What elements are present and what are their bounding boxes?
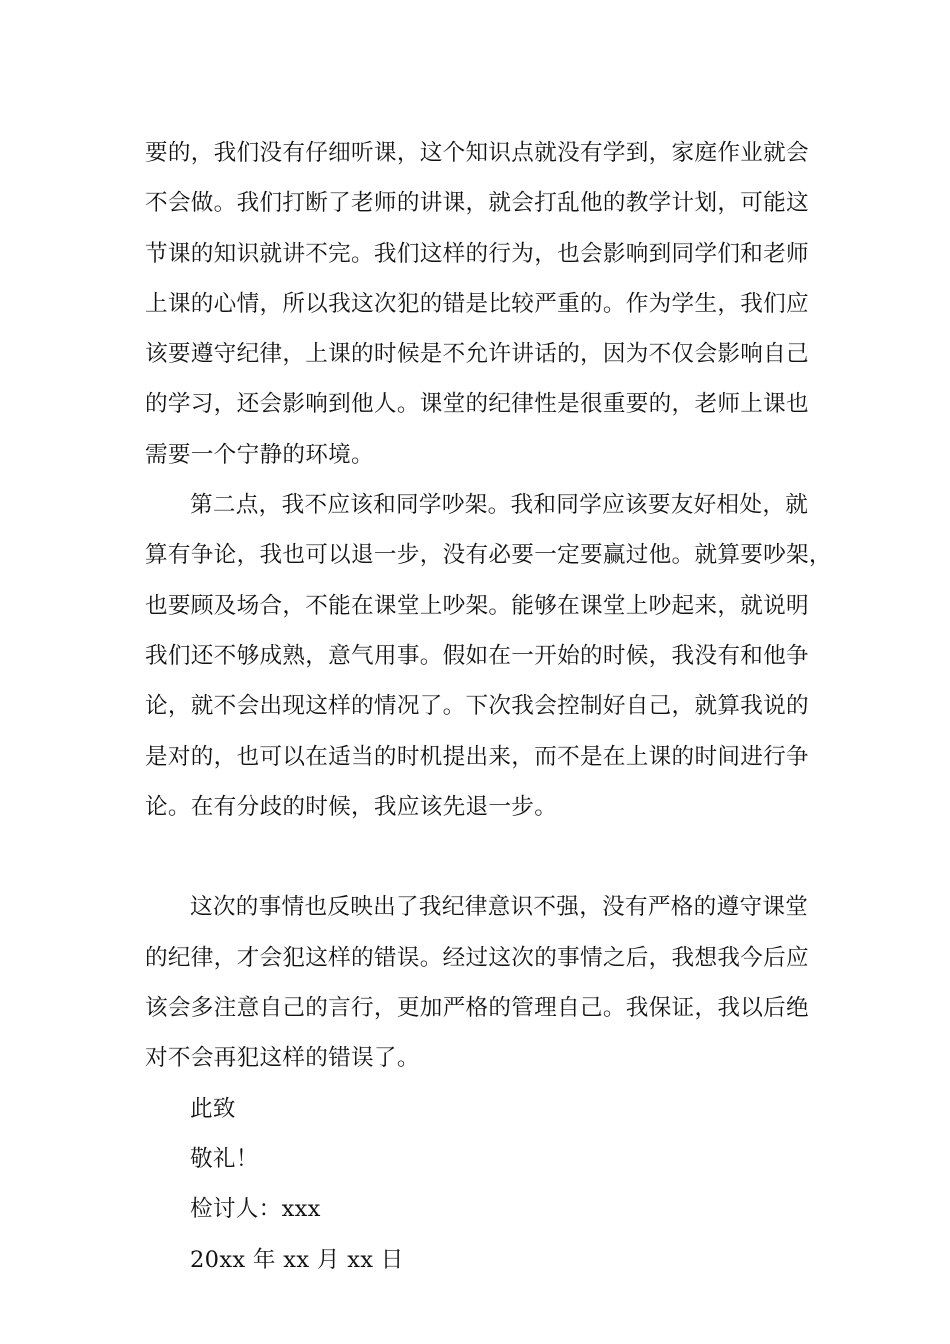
paragraph-2 — [145, 480, 832, 882]
text-line: 该要遵守纪律，上课的时候是不允许讲话的，因为不仅会影响自己 — [145, 341, 809, 368]
text-line: 要的，我们没有仔细听课，这个知识点就没有学到，家庭作业就会 — [145, 140, 809, 166]
text-line: 论。在有分歧的时候，我应该先退一步。 — [145, 793, 558, 820]
text-line: 需要一个宁静的环境。 — [145, 441, 374, 468]
salutation-line-2: 敬礼！ — [190, 1145, 259, 1172]
text-line: 的学习，还会影响到他人。课堂的纪律性是很重要的，老师上课也 — [145, 391, 809, 418]
text-line: 的纪律，才会犯这样的错误。经过这次的事情之后，我想我今后应 — [145, 944, 809, 971]
text-line: 上课的心情，所以我这次犯的错是比较严重的。作为学生，我们应 — [145, 290, 809, 317]
date-line: 20xx 年 xx 月 xx 日 — [190, 1246, 404, 1273]
text-line: 我们还不够成熟，意气用事。假如在一开始的时候，我没有和他争 — [145, 642, 809, 669]
text-line: 节课的知识就讲不完。我们这样的行为，也会影响到同学们和老师 — [145, 240, 809, 267]
closing-block — [145, 1084, 817, 1285]
text-line: 这次的事情也反映出了我纪律意识不强，没有严格的遵守课堂 — [190, 894, 809, 921]
text-line: 对不会再犯这样的错误了。 — [145, 1045, 420, 1072]
text-line: 也要顾及场合，不能在课堂上吵架。能够在课堂上吵起来，就说明 — [145, 592, 809, 619]
salutation-line-1: 此致 — [190, 1095, 236, 1122]
paragraph-1 — [145, 128, 817, 480]
signer-line: 检讨人：xxx — [190, 1196, 321, 1223]
document-body — [145, 128, 832, 1285]
text-line: 是对的，也可以在适当的时机提出来，而不是在上课的时间进行争 — [145, 743, 809, 770]
text-line — [145, 832, 817, 882]
text-line: 算有争论，我也可以退一步，没有必要一定要赢过他。就算要吵架， — [145, 542, 832, 569]
paragraph-3 — [145, 882, 817, 1083]
text-line: 论，就不会出现这样的情况了。下次我会控制好自己，就算我说的 — [145, 693, 809, 720]
text-line: 第二点，我不应该和同学吵架。我和同学应该要友好相处，就 — [190, 492, 809, 519]
text-line: 不会做。我们打断了老师的讲课，就会打乱他的教学计划，可能这 — [145, 190, 809, 217]
text-line: 该会多注意自己的言行，更加严格的管理自己。我保证，我以后绝 — [145, 995, 809, 1022]
